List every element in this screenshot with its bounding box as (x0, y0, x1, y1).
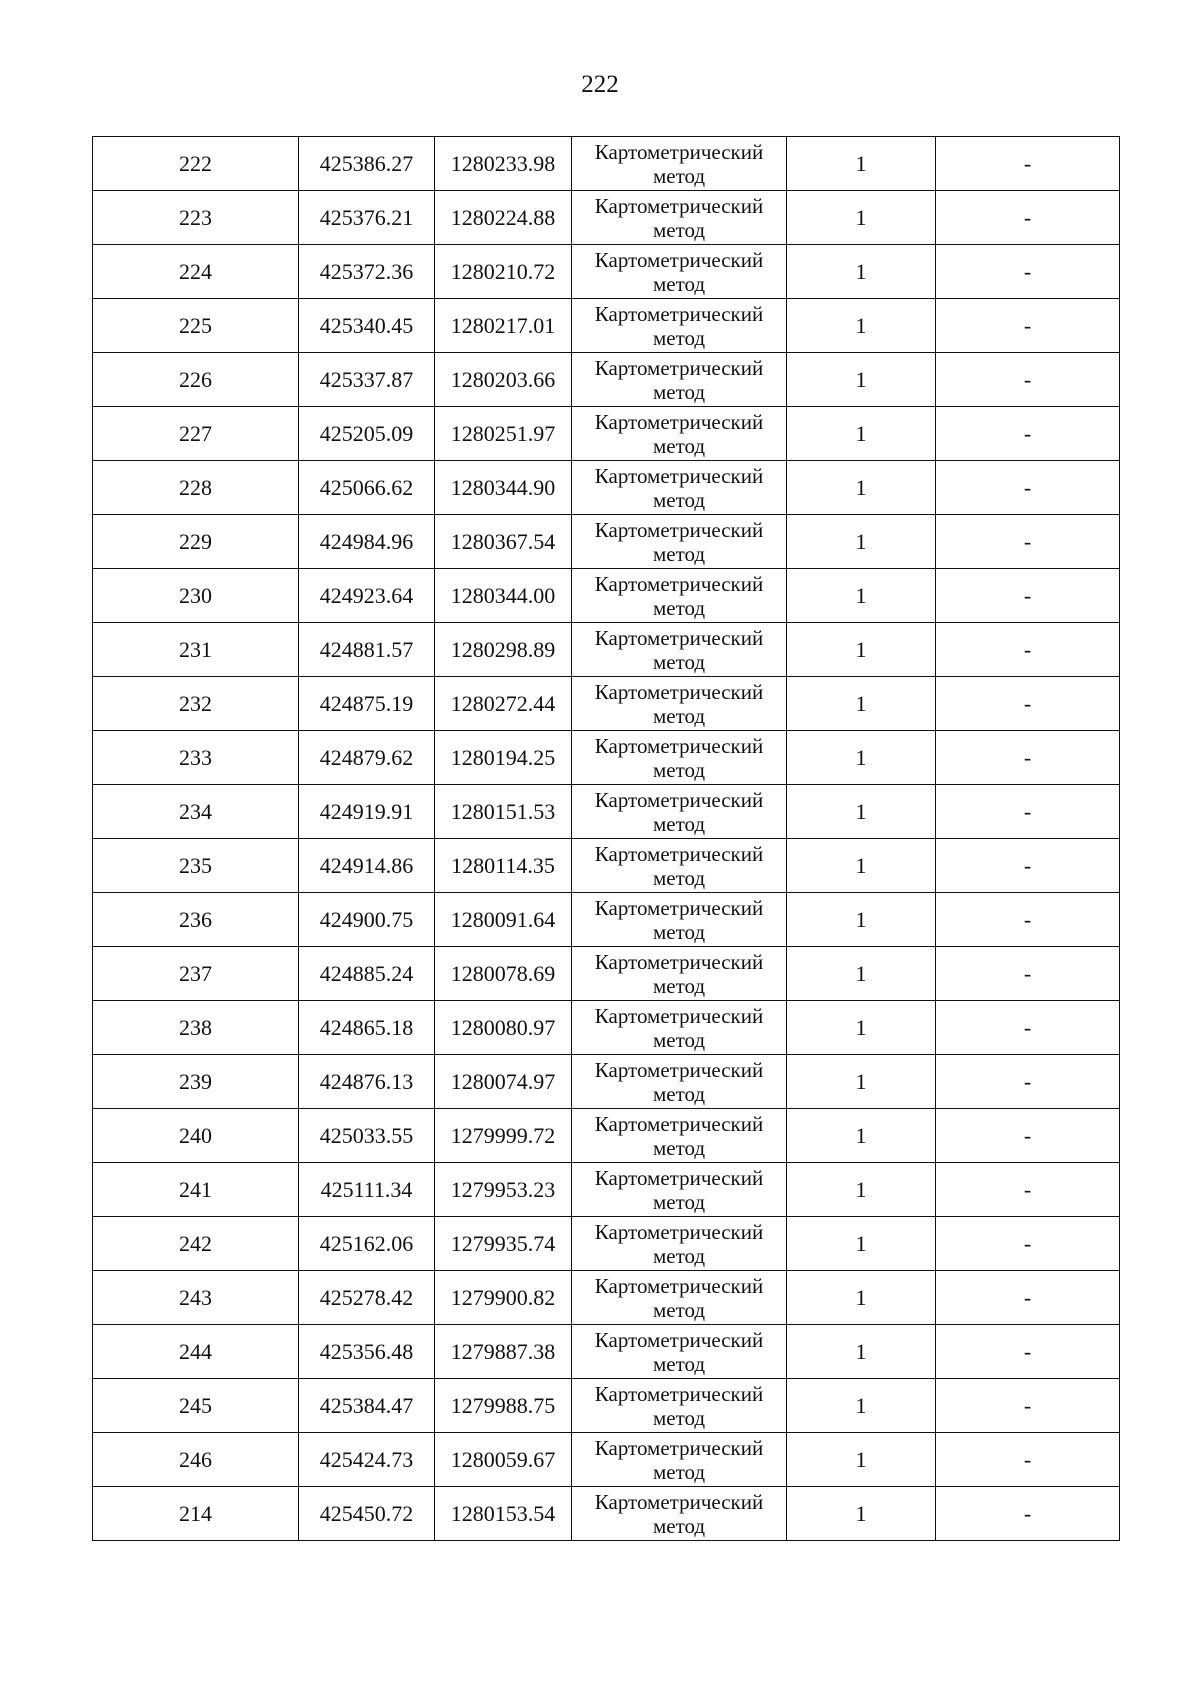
method-cell (572, 515, 787, 569)
page-number: 222 (581, 71, 619, 98)
accuracy-cell: 1 (787, 353, 936, 407)
note-cell: - (936, 569, 1120, 623)
method-cell (572, 1271, 787, 1325)
accuracy-cell: 1 (787, 893, 936, 947)
point-number-cell: 228 (93, 461, 299, 515)
note-cell: - (936, 785, 1120, 839)
method-label-line1: Картометрический (594, 1219, 764, 1244)
point-number-cell: 239 (93, 1055, 299, 1109)
method-cell (572, 1163, 787, 1217)
point-number-cell: 244 (93, 1325, 299, 1379)
x-coordinate-cell: 424881.57 (299, 623, 435, 677)
note-cell: - (936, 407, 1120, 461)
table-row (93, 245, 1120, 299)
method-label-line2: метод (652, 1243, 706, 1268)
method-label-line1: Картометрический (594, 841, 764, 866)
table-row (93, 137, 1120, 191)
point-number-cell: 242 (93, 1217, 299, 1271)
y-coordinate-cell: 1280080.97 (435, 1001, 572, 1055)
method-cell (572, 137, 787, 191)
method-label-line1: Картометрический (594, 247, 764, 272)
method-label-line1: Картометрический (594, 1057, 764, 1082)
point-number-cell: 224 (93, 245, 299, 299)
y-coordinate-cell: 1280059.67 (435, 1433, 572, 1487)
method-label-line2: метод (652, 271, 706, 296)
table-row (93, 677, 1120, 731)
x-coordinate-cell: 424875.19 (299, 677, 435, 731)
x-coordinate-cell: 425033.55 (299, 1109, 435, 1163)
table-row (93, 407, 1120, 461)
method-label-line2: метод (652, 1189, 706, 1214)
point-number-cell: 232 (93, 677, 299, 731)
point-number-cell: 233 (93, 731, 299, 785)
method-label-line1: Картометрический (594, 463, 764, 488)
accuracy-cell: 1 (787, 839, 936, 893)
method-label-line1: Картометрический (594, 1489, 764, 1514)
y-coordinate-cell: 1279887.38 (435, 1325, 572, 1379)
note-cell: - (936, 245, 1120, 299)
x-coordinate-cell: 425340.45 (299, 299, 435, 353)
method-label-line2: метод (652, 1513, 706, 1538)
note-cell: - (936, 1271, 1120, 1325)
y-coordinate-cell: 1280194.25 (435, 731, 572, 785)
point-number-cell: 214 (93, 1487, 299, 1541)
accuracy-cell: 1 (787, 1217, 936, 1271)
accuracy-cell: 1 (787, 1271, 936, 1325)
note-cell: - (936, 353, 1120, 407)
method-cell (572, 731, 787, 785)
note-cell: - (936, 1001, 1120, 1055)
note-cell: - (936, 1325, 1120, 1379)
table-row (93, 1325, 1120, 1379)
point-number-cell: 241 (93, 1163, 299, 1217)
method-label-line2: метод (652, 757, 706, 782)
method-label-line1: Картометрический (594, 1165, 764, 1190)
y-coordinate-cell: 1280344.00 (435, 569, 572, 623)
method-label-line2: метод (652, 433, 706, 458)
y-coordinate-cell: 1279935.74 (435, 1217, 572, 1271)
accuracy-cell: 1 (787, 245, 936, 299)
note-cell: - (936, 677, 1120, 731)
method-cell (572, 623, 787, 677)
x-coordinate-cell: 424900.75 (299, 893, 435, 947)
table-row (93, 461, 1120, 515)
note-cell: - (936, 1433, 1120, 1487)
x-coordinate-cell: 425066.62 (299, 461, 435, 515)
point-number-cell: 231 (93, 623, 299, 677)
point-number-cell: 240 (93, 1109, 299, 1163)
method-label-line2: метод (652, 973, 706, 998)
accuracy-cell: 1 (787, 1109, 936, 1163)
method-label-line2: метод (652, 1081, 706, 1106)
method-label-line2: метод (652, 163, 706, 188)
x-coordinate-cell: 425372.36 (299, 245, 435, 299)
table-row (93, 1433, 1120, 1487)
method-cell (572, 677, 787, 731)
note-cell: - (936, 947, 1120, 1001)
method-label-line1: Картометрический (594, 949, 764, 974)
method-label-line2: метод (652, 1027, 706, 1052)
x-coordinate-cell: 424984.96 (299, 515, 435, 569)
method-label-line1: Картометрический (594, 733, 764, 758)
method-cell (572, 299, 787, 353)
x-coordinate-cell: 424876.13 (299, 1055, 435, 1109)
method-cell (572, 1433, 787, 1487)
accuracy-cell: 1 (787, 407, 936, 461)
method-cell (572, 1325, 787, 1379)
point-number-cell: 243 (93, 1271, 299, 1325)
y-coordinate-cell: 1279999.72 (435, 1109, 572, 1163)
y-coordinate-cell: 1279988.75 (435, 1379, 572, 1433)
method-label-line1: Картометрический (594, 301, 764, 326)
y-coordinate-cell: 1280153.54 (435, 1487, 572, 1541)
note-cell: - (936, 299, 1120, 353)
y-coordinate-cell: 1280114.35 (435, 839, 572, 893)
note-cell: - (936, 137, 1120, 191)
point-number-cell: 234 (93, 785, 299, 839)
table-row (93, 1487, 1120, 1541)
note-cell: - (936, 1163, 1120, 1217)
method-cell (572, 1001, 787, 1055)
method-label-line2: метод (652, 1405, 706, 1430)
table-row (93, 191, 1120, 245)
x-coordinate-cell: 424885.24 (299, 947, 435, 1001)
y-coordinate-cell: 1280203.66 (435, 353, 572, 407)
method-label-line2: метод (652, 919, 706, 944)
method-label-line1: Картометрический (594, 409, 764, 434)
method-cell (572, 1379, 787, 1433)
y-coordinate-cell: 1280344.90 (435, 461, 572, 515)
table-row (93, 893, 1120, 947)
method-label-line1: Картометрический (594, 895, 764, 920)
x-coordinate-cell: 424879.62 (299, 731, 435, 785)
x-coordinate-cell: 425278.42 (299, 1271, 435, 1325)
x-coordinate-cell: 425205.09 (299, 407, 435, 461)
accuracy-cell: 1 (787, 299, 936, 353)
method-label-line2: метод (652, 1135, 706, 1160)
x-coordinate-cell: 425386.27 (299, 137, 435, 191)
accuracy-cell: 1 (787, 1001, 936, 1055)
method-cell (572, 947, 787, 1001)
note-cell: - (936, 1109, 1120, 1163)
method-label-line1: Картометрический (594, 139, 764, 164)
method-cell (572, 245, 787, 299)
y-coordinate-cell: 1280210.72 (435, 245, 572, 299)
method-label-line2: метод (652, 217, 706, 242)
y-coordinate-cell: 1280367.54 (435, 515, 572, 569)
accuracy-cell: 1 (787, 785, 936, 839)
y-coordinate-cell: 1280251.97 (435, 407, 572, 461)
method-label-line2: метод (652, 541, 706, 566)
table-row (93, 299, 1120, 353)
y-coordinate-cell: 1280151.53 (435, 785, 572, 839)
table-row (93, 839, 1120, 893)
method-label-line1: Картометрический (594, 1273, 764, 1298)
table-row (93, 1379, 1120, 1433)
table-row (93, 1055, 1120, 1109)
method-label-line2: метод (652, 325, 706, 350)
point-number-cell: 227 (93, 407, 299, 461)
x-coordinate-cell: 425384.47 (299, 1379, 435, 1433)
method-label-line2: метод (652, 1459, 706, 1484)
y-coordinate-cell: 1279900.82 (435, 1271, 572, 1325)
x-coordinate-cell: 424919.91 (299, 785, 435, 839)
note-cell: - (936, 893, 1120, 947)
point-number-cell: 238 (93, 1001, 299, 1055)
method-label-line2: метод (652, 487, 706, 512)
method-label-line2: метод (652, 703, 706, 728)
note-cell: - (936, 731, 1120, 785)
accuracy-cell: 1 (787, 569, 936, 623)
method-label-line2: метод (652, 865, 706, 890)
table-row (93, 785, 1120, 839)
method-label-line1: Картометрический (594, 679, 764, 704)
method-cell (572, 839, 787, 893)
x-coordinate-cell: 425424.73 (299, 1433, 435, 1487)
accuracy-cell: 1 (787, 1379, 936, 1433)
accuracy-cell: 1 (787, 1163, 936, 1217)
table-row (93, 1109, 1120, 1163)
table-row (93, 1163, 1120, 1217)
coordinates-table (92, 136, 1120, 1541)
table-row (93, 947, 1120, 1001)
method-cell (572, 461, 787, 515)
note-cell: - (936, 1379, 1120, 1433)
method-cell (572, 1109, 787, 1163)
point-number-cell: 229 (93, 515, 299, 569)
accuracy-cell: 1 (787, 137, 936, 191)
method-cell (572, 353, 787, 407)
table-row (93, 731, 1120, 785)
point-number-cell: 237 (93, 947, 299, 1001)
x-coordinate-cell: 425376.21 (299, 191, 435, 245)
point-number-cell: 226 (93, 353, 299, 407)
method-label-line1: Картометрический (594, 1111, 764, 1136)
point-number-cell: 236 (93, 893, 299, 947)
y-coordinate-cell: 1280078.69 (435, 947, 572, 1001)
accuracy-cell: 1 (787, 1433, 936, 1487)
method-label-line2: метод (652, 1351, 706, 1376)
method-cell (572, 407, 787, 461)
y-coordinate-cell: 1279953.23 (435, 1163, 572, 1217)
note-cell: - (936, 1055, 1120, 1109)
x-coordinate-cell: 425337.87 (299, 353, 435, 407)
point-number-cell: 223 (93, 191, 299, 245)
method-label-line1: Картометрический (594, 1435, 764, 1460)
point-number-cell: 245 (93, 1379, 299, 1433)
method-label-line1: Картометрический (594, 571, 764, 596)
accuracy-cell: 1 (787, 191, 936, 245)
x-coordinate-cell: 424865.18 (299, 1001, 435, 1055)
method-cell (572, 785, 787, 839)
x-coordinate-cell: 425162.06 (299, 1217, 435, 1271)
method-label-line1: Картометрический (594, 1327, 764, 1352)
x-coordinate-cell: 424923.64 (299, 569, 435, 623)
point-number-cell: 222 (93, 137, 299, 191)
table-row (93, 623, 1120, 677)
note-cell: - (936, 461, 1120, 515)
method-label-line2: метод (652, 379, 706, 404)
accuracy-cell: 1 (787, 1325, 936, 1379)
method-cell (572, 893, 787, 947)
method-label-line1: Картометрический (594, 355, 764, 380)
method-label-line1: Картометрический (594, 1381, 764, 1406)
note-cell: - (936, 839, 1120, 893)
accuracy-cell: 1 (787, 461, 936, 515)
note-cell: - (936, 191, 1120, 245)
y-coordinate-cell: 1280091.64 (435, 893, 572, 947)
note-cell: - (936, 1487, 1120, 1541)
method-label-line1: Картометрический (594, 787, 764, 812)
accuracy-cell: 1 (787, 677, 936, 731)
method-label-line1: Картометрический (594, 625, 764, 650)
accuracy-cell: 1 (787, 515, 936, 569)
method-label-line2: метод (652, 1297, 706, 1322)
method-label-line2: метод (652, 595, 706, 620)
table-row (93, 515, 1120, 569)
x-coordinate-cell: 425111.34 (299, 1163, 435, 1217)
y-coordinate-cell: 1280298.89 (435, 623, 572, 677)
table-row (93, 569, 1120, 623)
method-cell (572, 191, 787, 245)
method-cell (572, 1487, 787, 1541)
y-coordinate-cell: 1280272.44 (435, 677, 572, 731)
table-row (93, 1271, 1120, 1325)
point-number-cell: 230 (93, 569, 299, 623)
accuracy-cell: 1 (787, 731, 936, 785)
table-row (93, 353, 1120, 407)
accuracy-cell: 1 (787, 623, 936, 677)
point-number-cell: 235 (93, 839, 299, 893)
accuracy-cell: 1 (787, 1055, 936, 1109)
method-label-line2: метод (652, 649, 706, 674)
accuracy-cell: 1 (787, 1487, 936, 1541)
y-coordinate-cell: 1280233.98 (435, 137, 572, 191)
point-number-cell: 225 (93, 299, 299, 353)
x-coordinate-cell: 425450.72 (299, 1487, 435, 1541)
method-label-line1: Картометрический (594, 193, 764, 218)
accuracy-cell: 1 (787, 947, 936, 1001)
note-cell: - (936, 623, 1120, 677)
note-cell: - (936, 515, 1120, 569)
method-cell (572, 569, 787, 623)
x-coordinate-cell: 425356.48 (299, 1325, 435, 1379)
y-coordinate-cell: 1280217.01 (435, 299, 572, 353)
method-label-line1: Картометрический (594, 1003, 764, 1028)
table-row (93, 1217, 1120, 1271)
point-number-cell: 246 (93, 1433, 299, 1487)
x-coordinate-cell: 424914.86 (299, 839, 435, 893)
coordinates-table-body (93, 137, 1120, 1541)
method-cell (572, 1055, 787, 1109)
method-cell (572, 1217, 787, 1271)
y-coordinate-cell: 1280224.88 (435, 191, 572, 245)
method-label-line1: Картометрический (594, 517, 764, 542)
method-label-line2: метод (652, 811, 706, 836)
note-cell: - (936, 1217, 1120, 1271)
y-coordinate-cell: 1280074.97 (435, 1055, 572, 1109)
table-row (93, 1001, 1120, 1055)
